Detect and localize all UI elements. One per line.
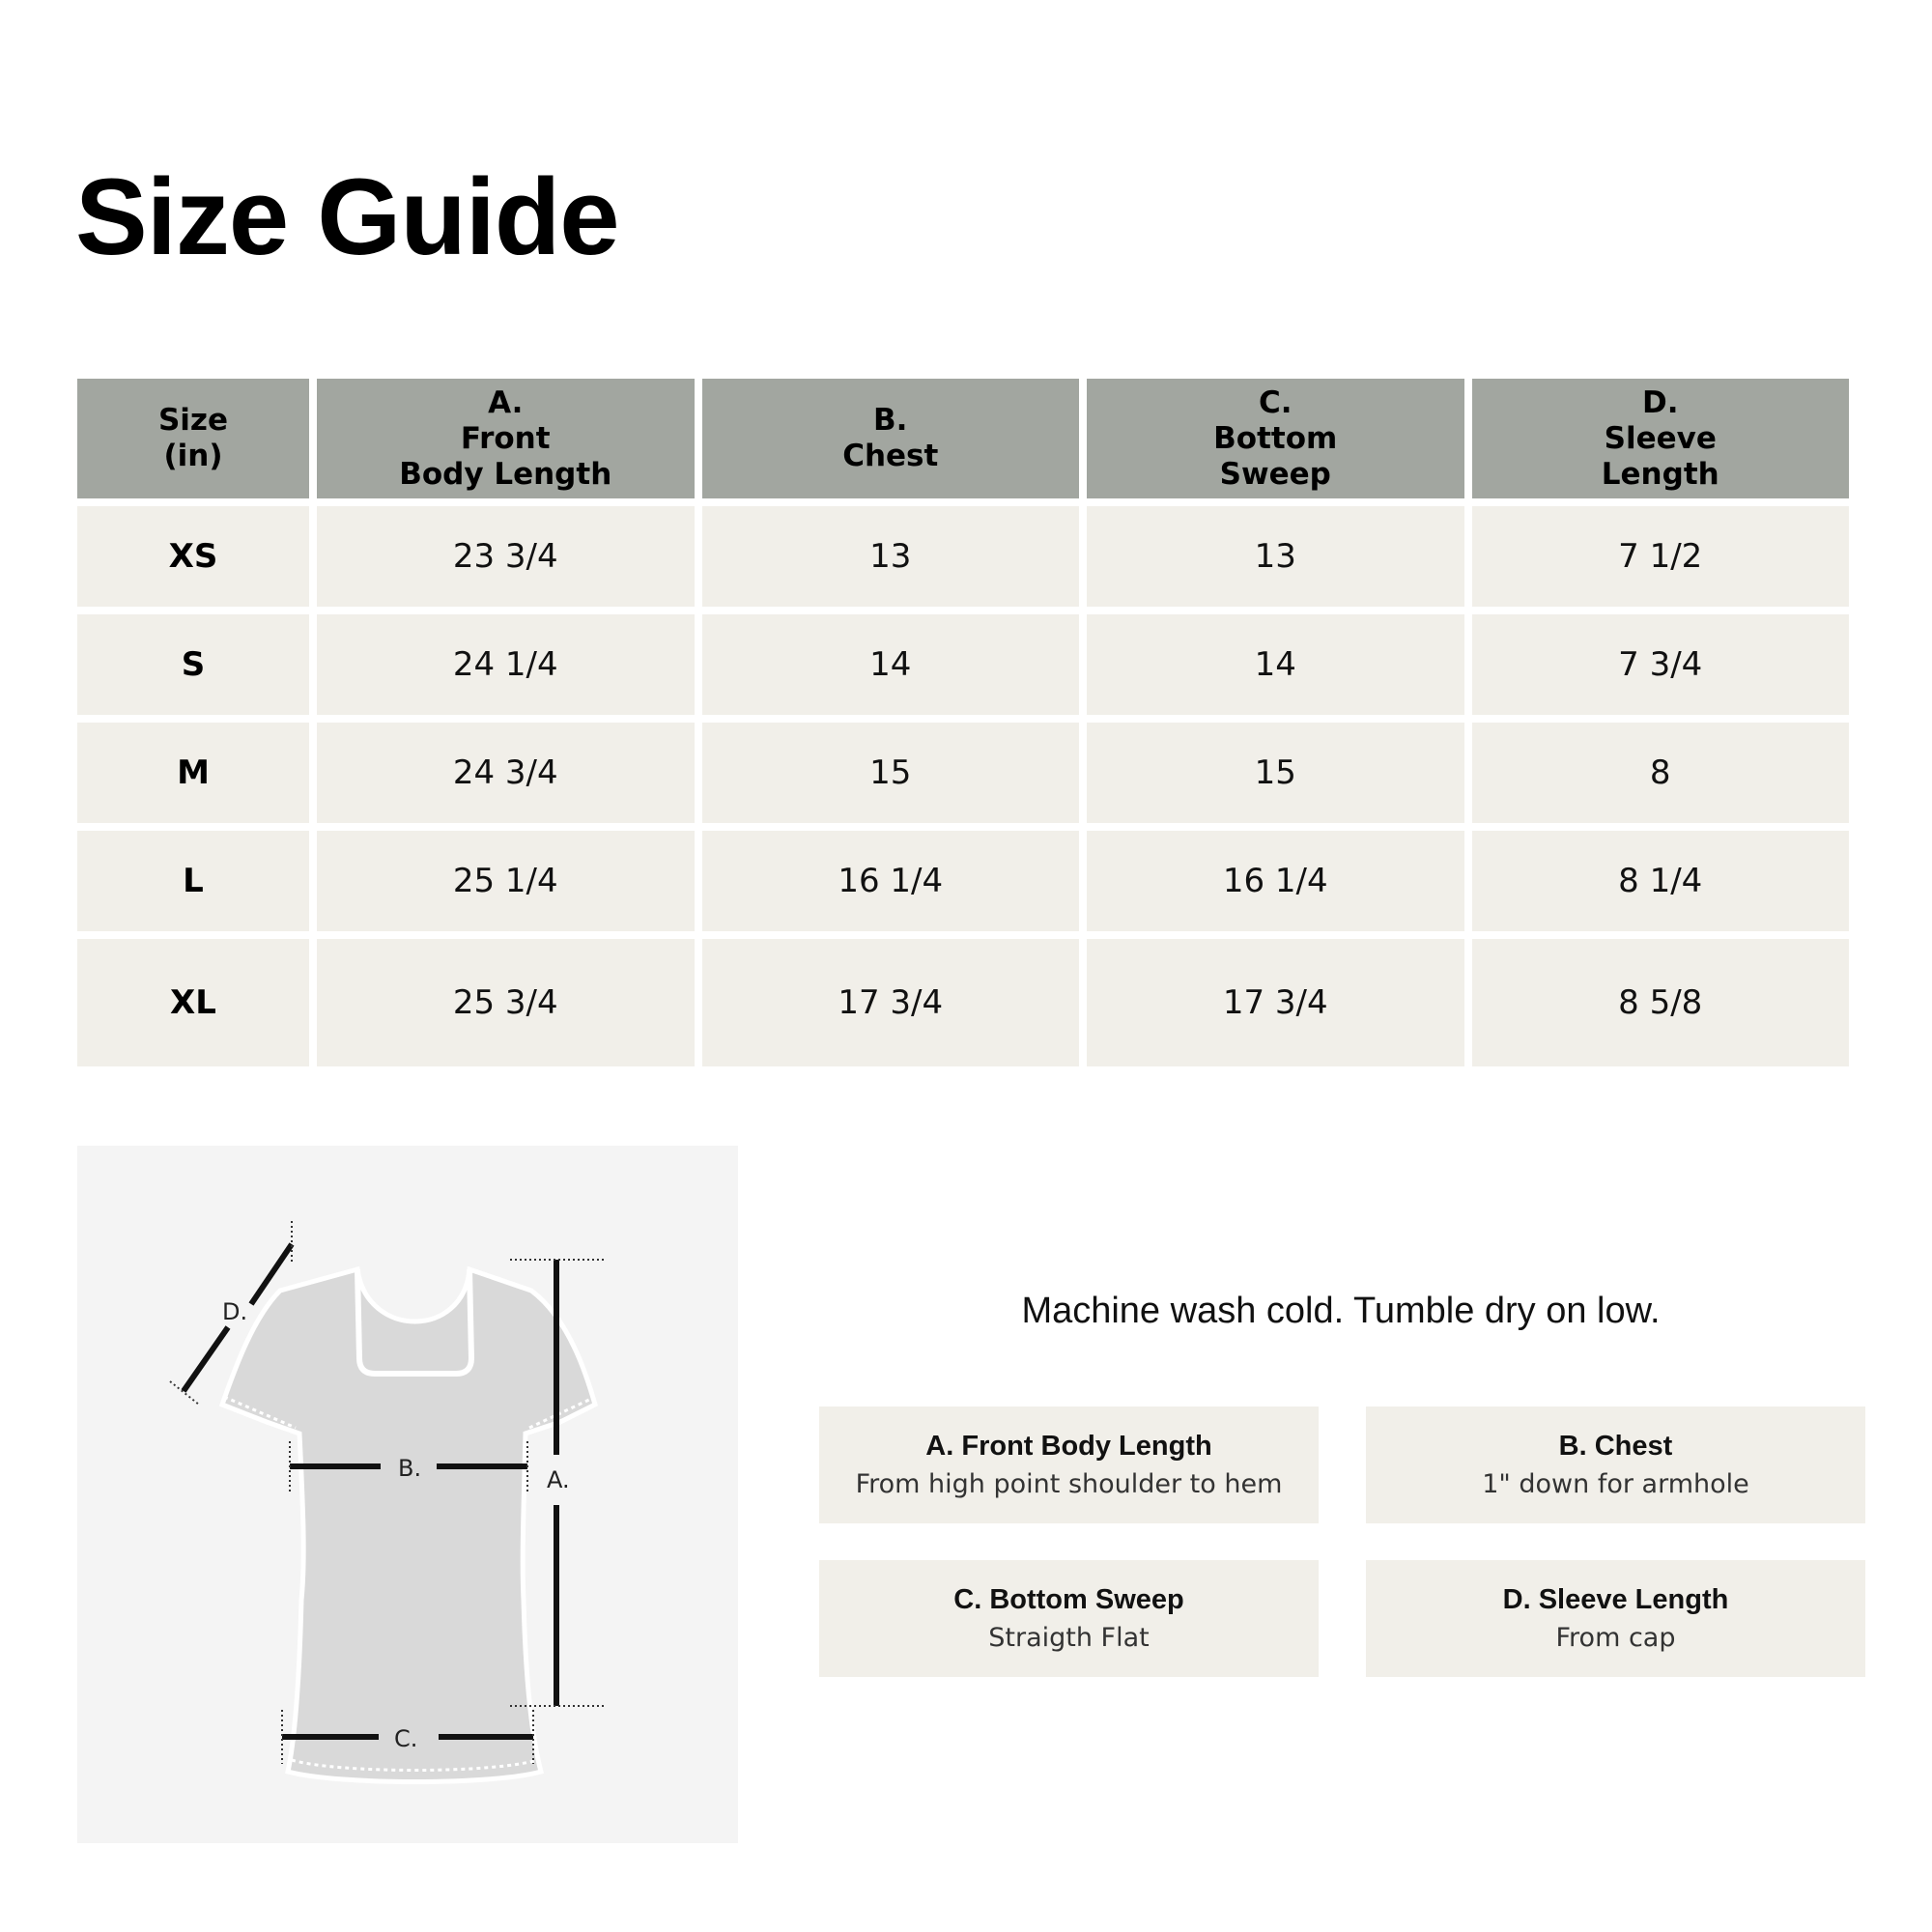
size-cell: L <box>77 831 309 931</box>
table-row <box>77 939 1849 1066</box>
value-cell: 13 <box>702 506 1080 607</box>
measurement-sleeve-length <box>1366 1560 1865 1677</box>
value-cell: 7 1/2 <box>1472 506 1850 607</box>
page-title: Size Guide <box>75 156 619 277</box>
size-cell: XS <box>77 506 309 607</box>
value-cell: 23 3/4 <box>317 506 695 607</box>
measurement-title: C. Bottom Sweep <box>953 1583 1184 1615</box>
care-instructions: Machine wash cold. Tumble dry on low. <box>1021 1291 1661 1331</box>
value-cell: 13 <box>1087 506 1464 607</box>
value-cell: 14 <box>702 614 1080 715</box>
size-cell: M <box>77 723 309 823</box>
header-bottom-sweep: C. Bottom Sweep <box>1087 379 1464 498</box>
value-cell: 25 1/4 <box>317 831 695 931</box>
measurement-description: Straigth Flat <box>988 1622 1150 1653</box>
table-row <box>77 614 1849 715</box>
label-d: D. <box>222 1298 248 1325</box>
size-cell: XL <box>77 939 309 1066</box>
header-size: Size (in) <box>77 379 309 498</box>
label-a: A. <box>547 1466 570 1493</box>
value-cell: 17 3/4 <box>702 939 1080 1066</box>
measurement-chest <box>1366 1406 1865 1523</box>
table-row <box>77 831 1849 931</box>
value-cell: 8 <box>1472 723 1850 823</box>
measurement-bottom-sweep <box>819 1560 1319 1677</box>
value-cell: 24 3/4 <box>317 723 695 823</box>
value-cell: 14 <box>1087 614 1464 715</box>
header-sleeve-length: D. Sleeve Length <box>1472 379 1850 498</box>
measurement-title: D. Sleeve Length <box>1502 1583 1729 1615</box>
table-row <box>77 723 1849 823</box>
tshirt-shape <box>222 1269 595 1782</box>
measurement-title: A. Front Body Length <box>925 1430 1212 1462</box>
measurement-front-body-length <box>819 1406 1319 1523</box>
size-table <box>70 371 1857 1074</box>
value-cell: 24 1/4 <box>317 614 695 715</box>
measurement-title: B. Chest <box>1558 1430 1673 1462</box>
value-cell: 15 <box>702 723 1080 823</box>
label-c: C. <box>394 1725 418 1752</box>
measurement-description: 1" down for armhole <box>1482 1468 1749 1499</box>
label-b: B. <box>398 1455 422 1482</box>
value-cell: 8 5/8 <box>1472 939 1850 1066</box>
value-cell: 7 3/4 <box>1472 614 1850 715</box>
table-header-row <box>77 379 1849 498</box>
value-cell: 17 3/4 <box>1087 939 1464 1066</box>
size-cell: S <box>77 614 309 715</box>
value-cell: 16 1/4 <box>702 831 1080 931</box>
value-cell: 8 1/4 <box>1472 831 1850 931</box>
table-row <box>77 506 1849 607</box>
header-chest: B. Chest <box>702 379 1080 498</box>
value-cell: 15 <box>1087 723 1464 823</box>
value-cell: 25 3/4 <box>317 939 695 1066</box>
measurement-description: From cap <box>1555 1622 1676 1653</box>
garment-diagram <box>77 1146 738 1843</box>
measurement-description: From high point shoulder to hem <box>855 1468 1283 1499</box>
header-front-body-length: A. Front Body Length <box>317 379 695 498</box>
value-cell: 16 1/4 <box>1087 831 1464 931</box>
tshirt-measurement-illustration <box>77 1146 738 1843</box>
